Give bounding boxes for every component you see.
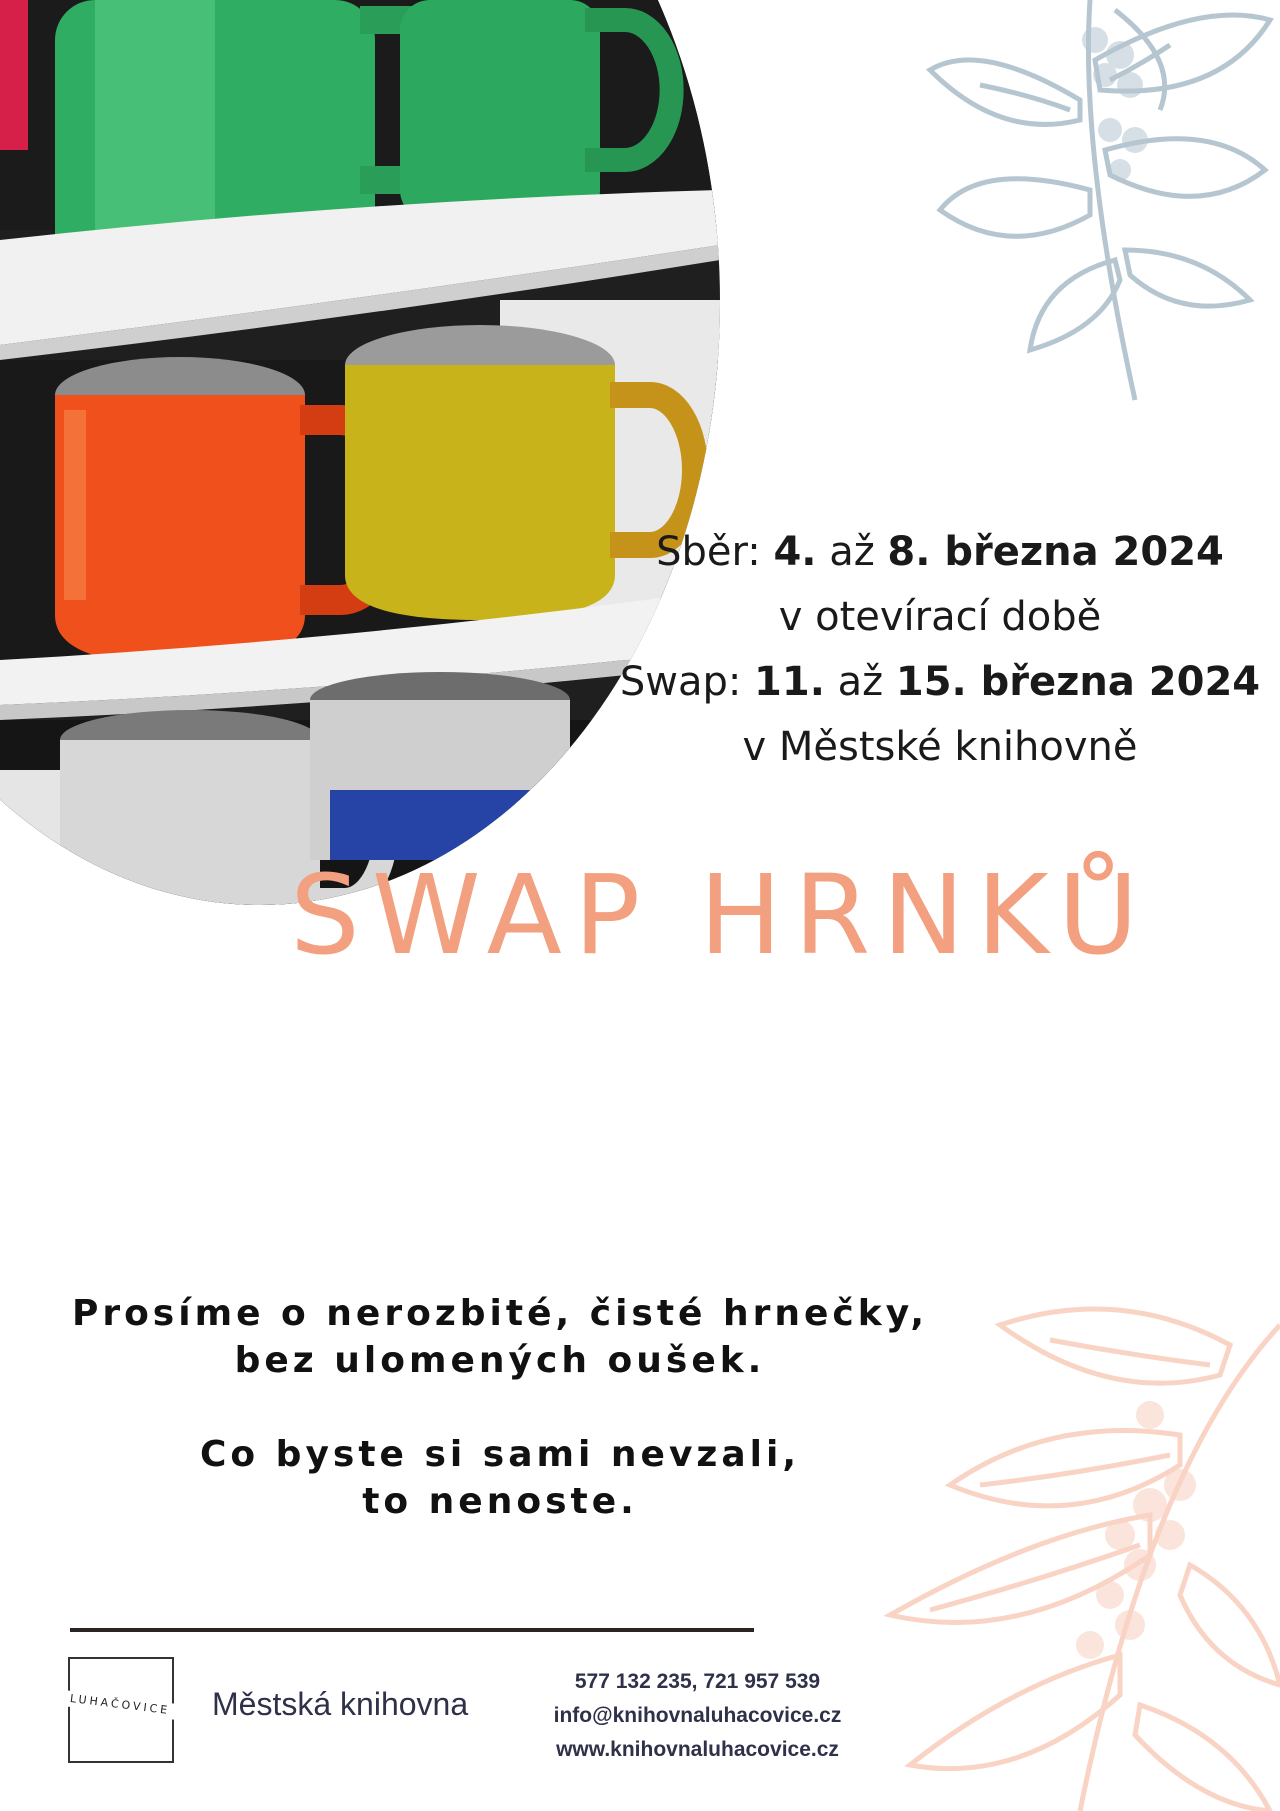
notice-line-1: Prosíme o nerozbité, čisté hrnečky, <box>71 1293 929 1334</box>
email-link[interactable]: info@knihovnaluhacovice.cz <box>553 1704 842 1727</box>
notice-line-2: bez ulomených oušek. <box>234 1340 766 1381</box>
swap-to-word: až <box>837 659 884 705</box>
contact-block <box>530 1665 865 1767</box>
page-title: SWAP HRNKŮ <box>290 851 1151 979</box>
swap-end-date: 15. března 2024 <box>895 659 1261 705</box>
collection-note: v otevírací době <box>778 594 1102 640</box>
collection-end-date: 8. března 2024 <box>887 529 1224 575</box>
collection-label: Sběr: <box>656 529 761 575</box>
collection-to-word: až <box>829 529 875 575</box>
swap-label: Swap: <box>619 659 742 705</box>
event-schedule <box>600 520 1280 780</box>
library-logo <box>68 1657 174 1763</box>
swap-line <box>600 650 1280 715</box>
collection-start-date: 4. <box>773 529 817 575</box>
collection-line <box>600 520 1280 585</box>
notice-spacer <box>40 1384 960 1431</box>
library-name: Městská knihovna <box>212 1686 469 1722</box>
phone-numbers: 577 132 235, 721 957 539 <box>574 1670 821 1693</box>
website-link[interactable]: www.knihovnaluhacovice.cz <box>556 1738 839 1761</box>
notice-line-4: to nenoste. <box>362 1481 638 1522</box>
footer-divider <box>70 1628 754 1632</box>
notice-text <box>40 1290 960 1525</box>
notice-line-3: Co byste si sami nevzali, <box>199 1434 801 1475</box>
leaf-branch-top-icon <box>920 0 1280 420</box>
swap-note: v Městské knihovně <box>742 724 1138 770</box>
logo-text: LUHAČOVICE <box>56 1689 185 1720</box>
swap-start-date: 11. <box>754 659 825 705</box>
